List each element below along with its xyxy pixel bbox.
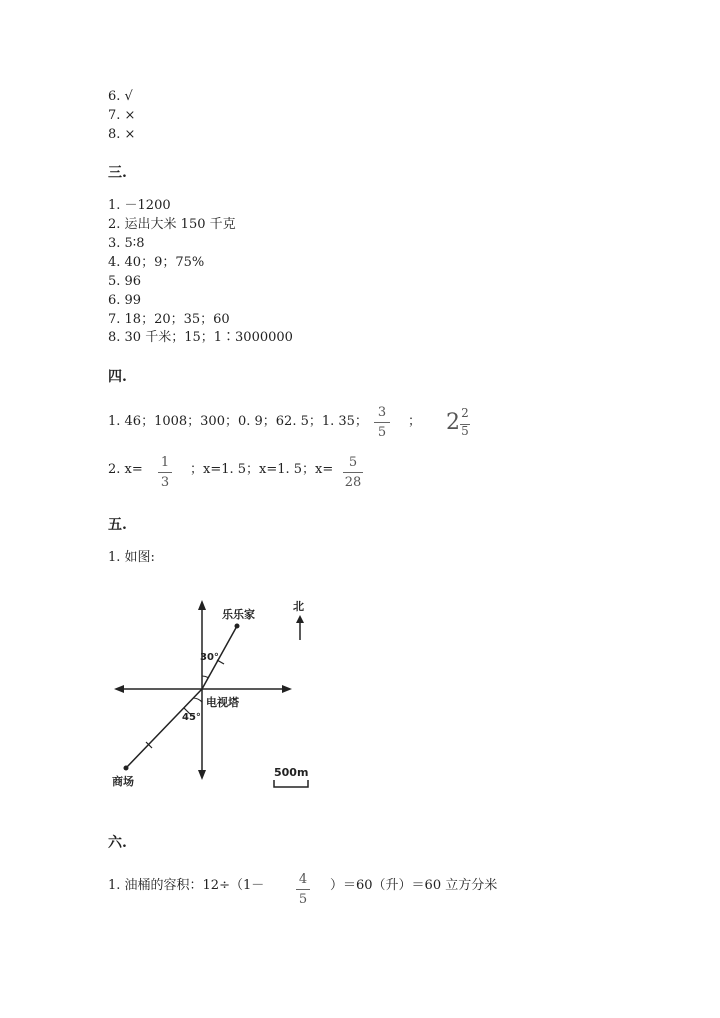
s6-q1-suffix: ）＝60（升）＝60 立方分米: [330, 878, 498, 893]
direction-diagram: [100, 590, 330, 800]
axis-arrow-left: [114, 685, 124, 693]
s4-q2-middle: ；x=1. 5；x=1. 5；x=: [190, 462, 334, 477]
label-north: 北: [293, 600, 304, 613]
section-heading-5: 五.: [108, 517, 127, 533]
s6-q1-prefix: 1. 油桶的容积：12÷（1－: [108, 878, 265, 893]
answer-line-7: 7. ×: [108, 108, 136, 123]
label-scale: 500m: [274, 766, 309, 779]
mixed-denominator: 5: [461, 424, 469, 438]
s4-q1-mixed-number: [446, 406, 476, 440]
fraction-numerator: 5: [348, 455, 358, 470]
s4-q1-prefix: 1. 46；1008；300；0. 9；62. 5；1. 35；: [108, 414, 368, 429]
answer-line-6: 6. √: [108, 89, 133, 104]
axis-arrow-down: [198, 770, 206, 780]
label-30-deg: 30°: [200, 652, 219, 663]
mixed-numerator: 2: [461, 406, 469, 420]
s4-q2-prefix: 2. x=: [108, 462, 143, 477]
section-heading-6: 六.: [108, 835, 127, 851]
s3-item-8: 8. 30 千米；15；1∶3000000: [108, 330, 293, 345]
s4-q1-fraction: [374, 405, 390, 440]
label-tv-tower: 电视塔: [206, 696, 239, 709]
fraction-numerator: 1: [160, 455, 170, 470]
mall-point: [124, 766, 129, 771]
s3-item-5: 5. 96: [108, 274, 142, 289]
s3-item-2: 2. 运出大米 150 千克: [108, 217, 236, 232]
line-to-mall: [126, 689, 202, 768]
fraction-numerator: 3: [377, 405, 387, 420]
s6-q1-fraction: [296, 872, 310, 907]
s3-item-6: 6. 99: [108, 293, 142, 308]
s4-q2-fraction-2: [343, 455, 363, 490]
fraction-denominator: 3: [160, 475, 170, 490]
s4-q2-fraction-1: [158, 455, 172, 490]
angle-arc-45: [193, 698, 202, 702]
s3-item-3: 3. 5∶8: [108, 236, 145, 251]
label-mall: 商场: [112, 775, 134, 788]
label-45-deg: 45°: [182, 712, 201, 723]
section-heading-3: 三.: [108, 165, 127, 181]
north-arrow-head: [296, 615, 304, 623]
fraction-denominator: 5: [377, 425, 387, 440]
s3-item-4: 4. 40；9；75%: [108, 255, 205, 270]
axis-arrow-up: [198, 600, 206, 610]
scale-bar: [274, 780, 308, 787]
s4-q1-separator: ；: [408, 414, 422, 429]
section-heading-4: 四.: [108, 369, 127, 385]
fraction-denominator: 28: [344, 475, 362, 490]
lele-home-point: [235, 624, 240, 629]
fraction-numerator: 4: [298, 872, 308, 887]
fraction-denominator: 5: [298, 892, 308, 907]
axis-arrow-right: [282, 685, 292, 693]
s3-item-1: 1. －1200: [108, 198, 171, 213]
s3-item-7: 7. 18；20；35；60: [108, 312, 230, 327]
answer-line-8: 8. ×: [108, 127, 136, 142]
s5-q1: 1. 如图:: [108, 550, 155, 565]
mixed-whole: 2: [446, 410, 460, 435]
label-lele-home: 乐乐家: [222, 608, 255, 621]
angle-arc-30: [202, 676, 208, 678]
